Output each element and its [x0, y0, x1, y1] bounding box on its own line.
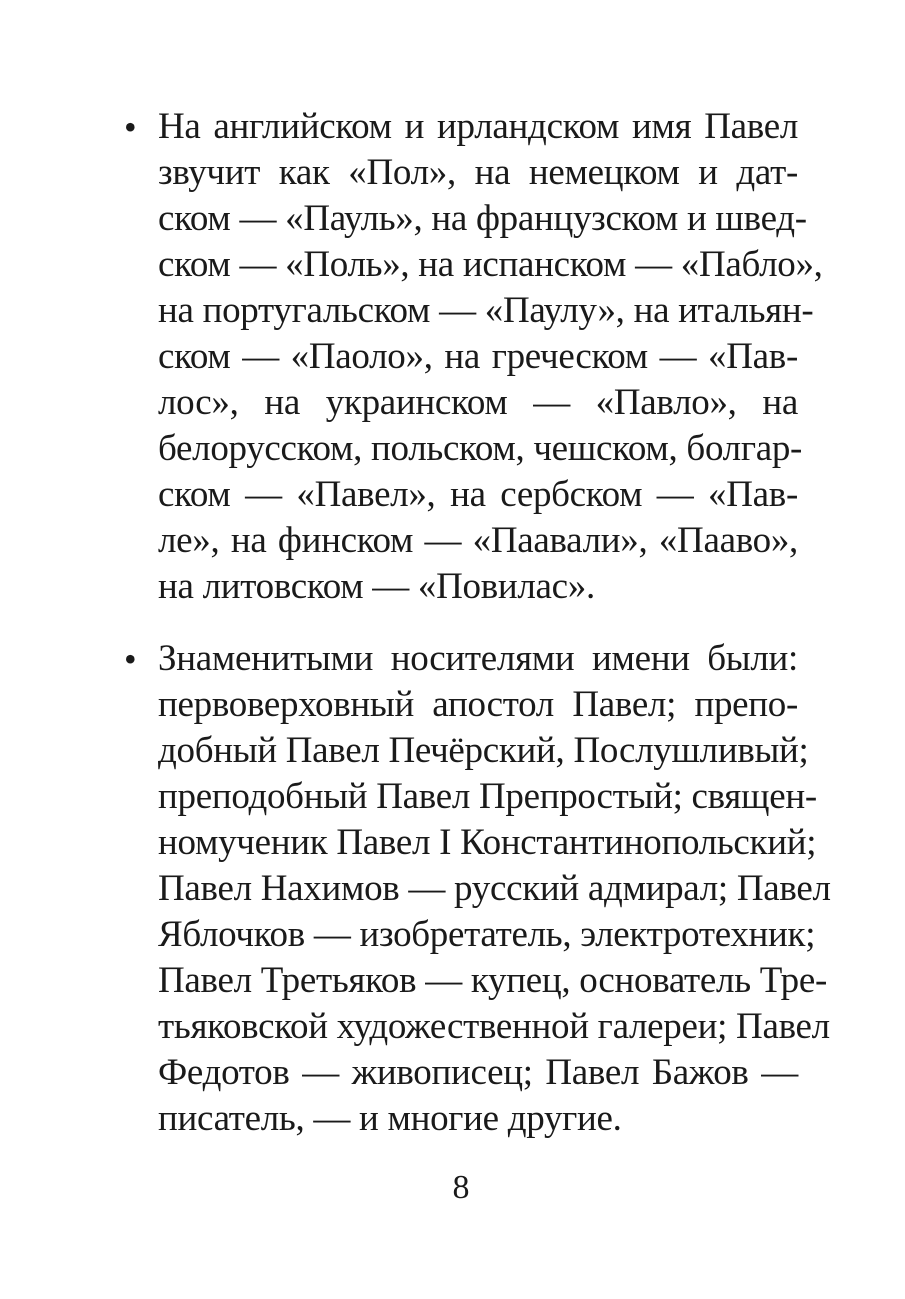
- text-line: на литовском — «Повилас».: [158, 566, 595, 607]
- text-line: звучит как «Пол», на немецком и дат-: [158, 152, 798, 193]
- text-line: ле», на финском — «Паавали», «Пааво»,: [158, 520, 798, 561]
- text-line: Федотов — живописец; Павел Бажов —: [158, 1052, 798, 1093]
- text-line: Павел Нахимов — русский адмирал; Павел: [158, 868, 831, 909]
- text-line: преподобный Павел Препростый; священ-: [158, 776, 817, 817]
- text-line: Яблочков — изобретатель, электротехник;: [158, 914, 816, 955]
- text-line: первоверховный апостол Павел; препо-: [158, 684, 798, 725]
- text-line: Павел Третьяков — купец, основатель Тре-: [158, 960, 827, 1001]
- text-line: белорусском, польском, чешском, болгар-: [158, 428, 803, 469]
- text-line: добный Павел Печёрский, Послушливый;: [158, 730, 809, 771]
- text-line: ском — «Поль», на испанском — «Пабло»,: [158, 244, 823, 285]
- page-number: 8: [452, 1169, 470, 1206]
- bullet-text: [158, 104, 823, 610]
- text-line: Знаменитыми носителями имени были:: [158, 638, 798, 679]
- bullet-icon: •: [124, 107, 137, 147]
- text-line: На английском и ирландском имя Павел: [158, 106, 798, 147]
- bullet-icon: •: [124, 639, 137, 679]
- text-line: лос», на украинском — «Павло», на: [158, 382, 798, 423]
- text-line: ском — «Пауль», на французском и швед-: [158, 198, 807, 239]
- text-line: на португальском — «Паулу», на итальян-: [158, 290, 814, 331]
- text-line: тьяковской художественной галереи; Павел: [158, 1006, 830, 1047]
- text-line: номученик Павел I Константинопольский;: [158, 822, 817, 863]
- text-line: ском — «Паоло», на греческом — «Пав-: [158, 336, 798, 377]
- bullet-text: [158, 636, 831, 1142]
- text-line: ском — «Павел», на сербском — «Пав-: [158, 474, 798, 515]
- text-line: писатель, — и многие другие.: [158, 1098, 622, 1139]
